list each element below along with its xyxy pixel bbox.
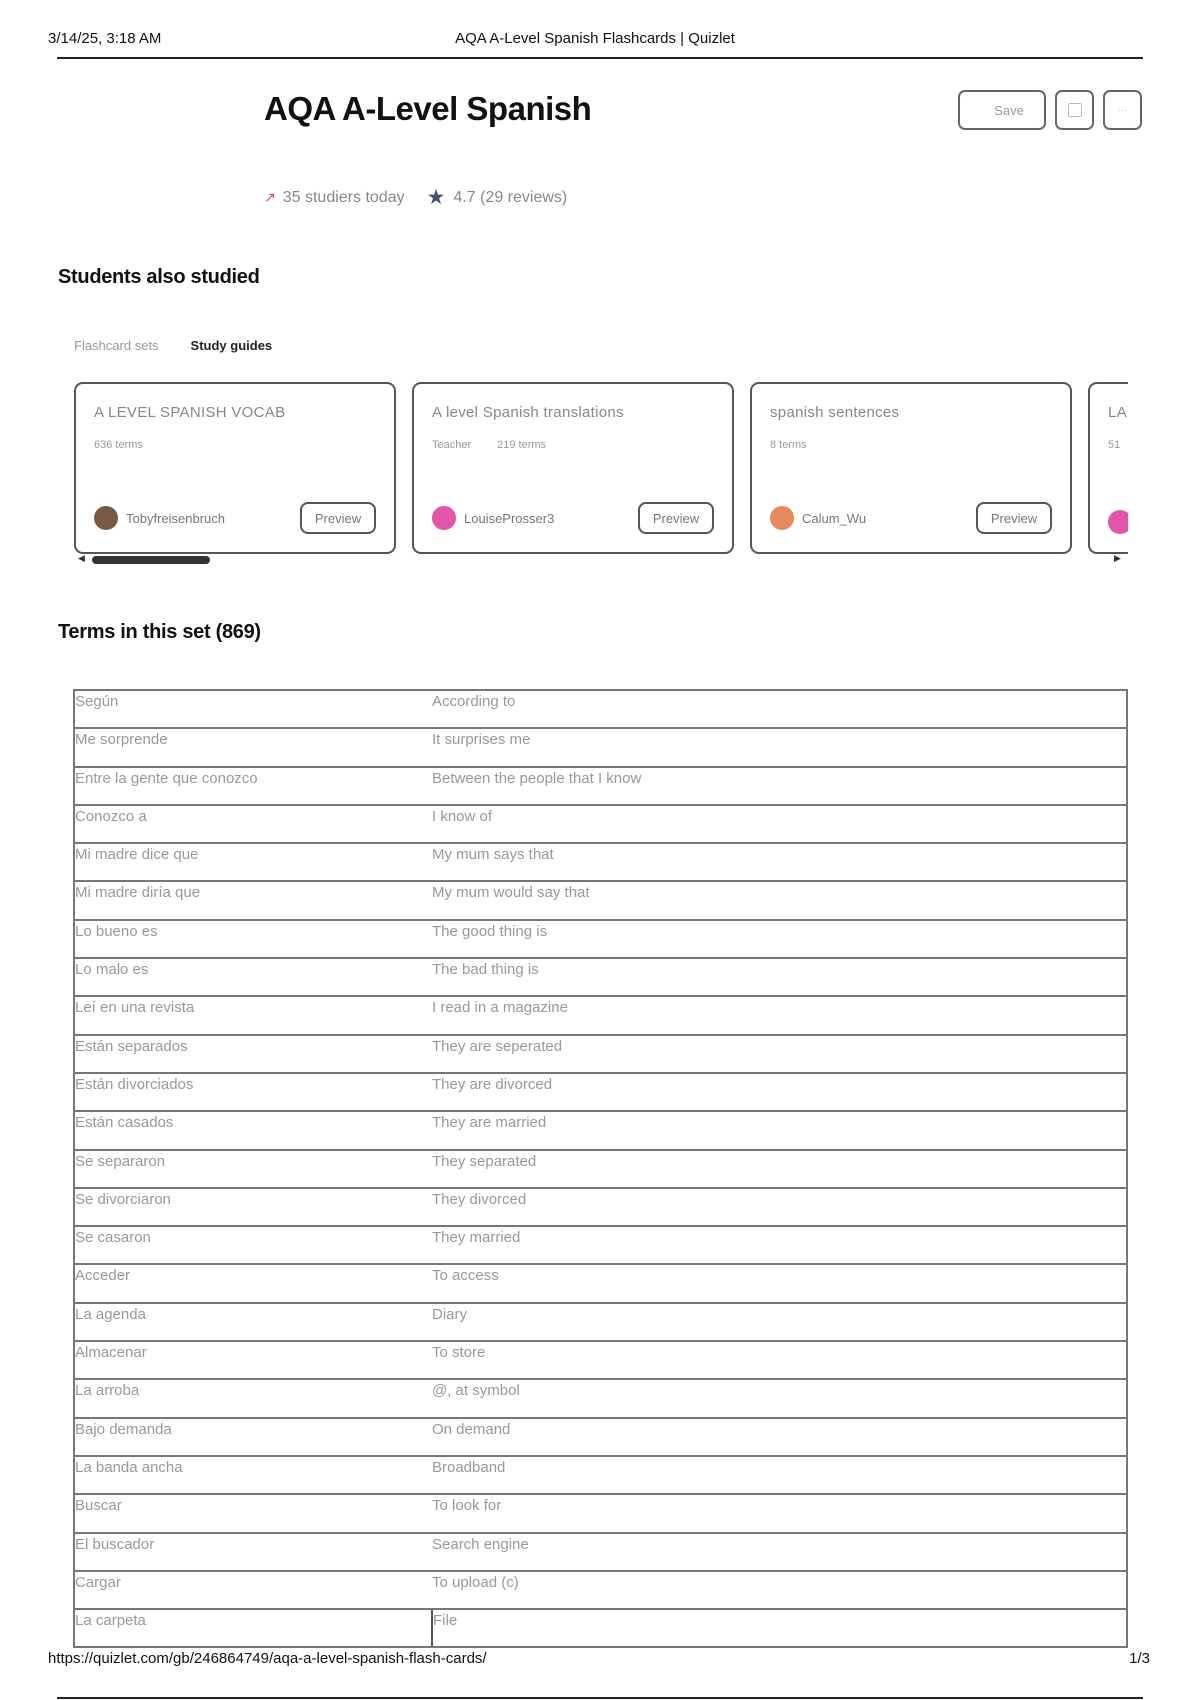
definition-cell: Broadband [432,1456,1127,1494]
term-cell: La arroba [74,1379,432,1417]
term-cell: Están divorciados [74,1073,432,1111]
table-row [74,1303,1127,1341]
definition-cell: They are divorced [432,1073,1127,1111]
card-title: A LEVEL SPANISH VOCAB [94,404,286,421]
definition-cell: According to [432,690,1127,728]
study-set-card[interactable] [412,382,734,554]
definition-cell: My mum would say that [432,881,1127,919]
studiers-count: 35 studiers today [282,188,405,206]
card-term-count: 51 [1108,439,1121,451]
more-options-button[interactable] [1103,90,1142,130]
definition-cell: File [432,1609,1127,1647]
definition-cell: To access [432,1264,1127,1302]
definition-cell: To store [432,1341,1127,1379]
preview-button[interactable]: Preview [638,502,714,534]
preview-button[interactable]: Preview [976,502,1052,534]
card-username[interactable]: Tobyfreisenbruch [126,510,225,526]
table-row [74,1264,1127,1302]
definition-cell: On demand [432,1418,1127,1456]
table-row [74,1379,1127,1417]
set-title: AQA A-Level Spanish [264,90,592,127]
avatar [94,506,118,530]
table-row [74,843,1127,881]
card-term-count: 8 terms [770,439,807,451]
study-set-card[interactable] [1088,382,1128,554]
also-studied-carousel [74,382,1128,554]
definition-cell: Between the people that I know [432,767,1127,805]
card-username[interactable]: Calum_Wu [802,510,867,526]
terms-heading: Terms in this set (869) [58,621,261,643]
print-datetime: 3/14/25, 3:18 AM [48,30,162,47]
preview-button[interactable]: Preview [300,502,376,534]
term-cell: Almacenar [74,1341,432,1379]
table-row [74,1494,1127,1532]
card-username[interactable]: LouiseProsser3 [464,510,555,526]
carousel-scrollbar[interactable] [92,556,210,564]
table-row [74,1341,1127,1379]
definition-cell: They divorced [432,1188,1127,1226]
definition-cell: To look for [432,1494,1127,1532]
avatar [1108,510,1128,534]
definition-cell: My mum says that [432,843,1127,881]
table-row [74,1035,1127,1073]
term-cell: Están separados [74,1035,432,1073]
table-row [74,728,1127,766]
table-row [74,690,1127,728]
card-term-count: 219 terms [497,439,547,451]
page-number: 1/3 [1129,1650,1150,1667]
card-term-count: 636 terms [94,439,143,451]
term-cell: Bajo demanda [74,1418,432,1456]
definition-cell: To upload (c) [432,1571,1127,1609]
term-cell: Cargar [74,1571,432,1609]
definition-cell: They are married [432,1111,1127,1149]
table-row [74,1418,1127,1456]
star-icon: ★ [426,186,446,209]
term-cell: Se divorciaron [74,1188,432,1226]
header-divider [57,57,1143,59]
trending-icon: ↗ [264,189,276,205]
definition-cell: @, at symbol [432,1379,1127,1417]
definition-cell: They married [432,1226,1127,1264]
study-set-card[interactable] [74,382,396,554]
term-cell: Según [74,690,432,728]
tab-flashcard-sets[interactable]: Flashcard sets [74,338,159,353]
terms-table [73,689,1128,1648]
term-cell: Mi madre diría que [74,881,432,919]
table-row [74,1188,1127,1226]
carousel-next-icon[interactable]: ▶ [1114,553,1121,563]
term-cell: Están casados [74,1111,432,1149]
term-cell: Leí en una revista [74,996,432,1034]
students-also-studied-heading: Students also studied [58,266,260,288]
table-row [74,1111,1127,1149]
table-row [74,1150,1127,1188]
term-cell: La carpeta [74,1609,432,1647]
more-icon: ··· [1117,104,1128,116]
term-cell: Se casaron [74,1226,432,1264]
term-cell: Conozco a [74,805,432,843]
definition-cell: The good thing is [432,920,1127,958]
term-cell: Me sorprende [74,728,432,766]
set-actions [958,90,1142,130]
table-row [74,920,1127,958]
card-title: LA [1108,404,1127,421]
term-cell: Buscar [74,1494,432,1532]
table-row [74,767,1127,805]
term-cell: Se separaron [74,1150,432,1188]
definition-cell: Diary [432,1303,1127,1341]
table-row [74,996,1127,1034]
table-row [74,958,1127,996]
term-cell: Acceder [74,1264,432,1302]
term-cell: La banda ancha [74,1456,432,1494]
card-role-badge: Teacher [432,439,472,451]
term-cell: Lo malo es [74,958,432,996]
table-row [74,1073,1127,1111]
table-row [74,805,1127,843]
tab-study-guides[interactable]: Study guides [190,338,273,353]
table-row [74,881,1127,919]
term-cell: La agenda [74,1303,432,1341]
card-title: spanish sentences [770,404,900,421]
table-row [74,1571,1127,1609]
set-stats [264,185,567,210]
table-row [74,1533,1127,1571]
carousel-prev-icon[interactable]: ◀ [78,553,85,563]
definition-cell: The bad thing is [432,958,1127,996]
table-row [74,1226,1127,1264]
term-cell: Mi madre dice que [74,843,432,881]
also-studied-tabs [74,338,272,353]
definition-cell: They separated [432,1150,1127,1188]
footer-divider [57,1697,1143,1699]
table-row [74,1609,1127,1647]
card-title: A level Spanish translations [432,404,624,421]
save-button[interactable] [958,90,1046,130]
rating-text[interactable]: 4.7 (29 reviews) [453,188,568,206]
definition-cell: I read in a magazine [432,996,1127,1034]
definition-cell: Search engine [432,1533,1127,1571]
avatar [432,506,456,530]
definition-cell: They are seperated [432,1035,1127,1073]
share-icon [1068,103,1082,117]
table-row [74,1456,1127,1494]
term-cell: Lo bueno es [74,920,432,958]
save-button-label: Save [994,102,1024,118]
study-set-card[interactable] [750,382,1072,554]
term-cell: Entre la gente que conozco [74,767,432,805]
avatar [770,506,794,530]
definition-cell: I know of [432,805,1127,843]
term-cell: El buscador [74,1533,432,1571]
share-button[interactable] [1055,90,1094,130]
print-url: https://quizlet.com/gb/246864749/aqa-a-level-spanish-flash-cards/ [48,1650,487,1667]
print-document-title: AQA A-Level Spanish Flashcards | Quizlet [455,30,735,47]
definition-cell: It surprises me [432,728,1127,766]
